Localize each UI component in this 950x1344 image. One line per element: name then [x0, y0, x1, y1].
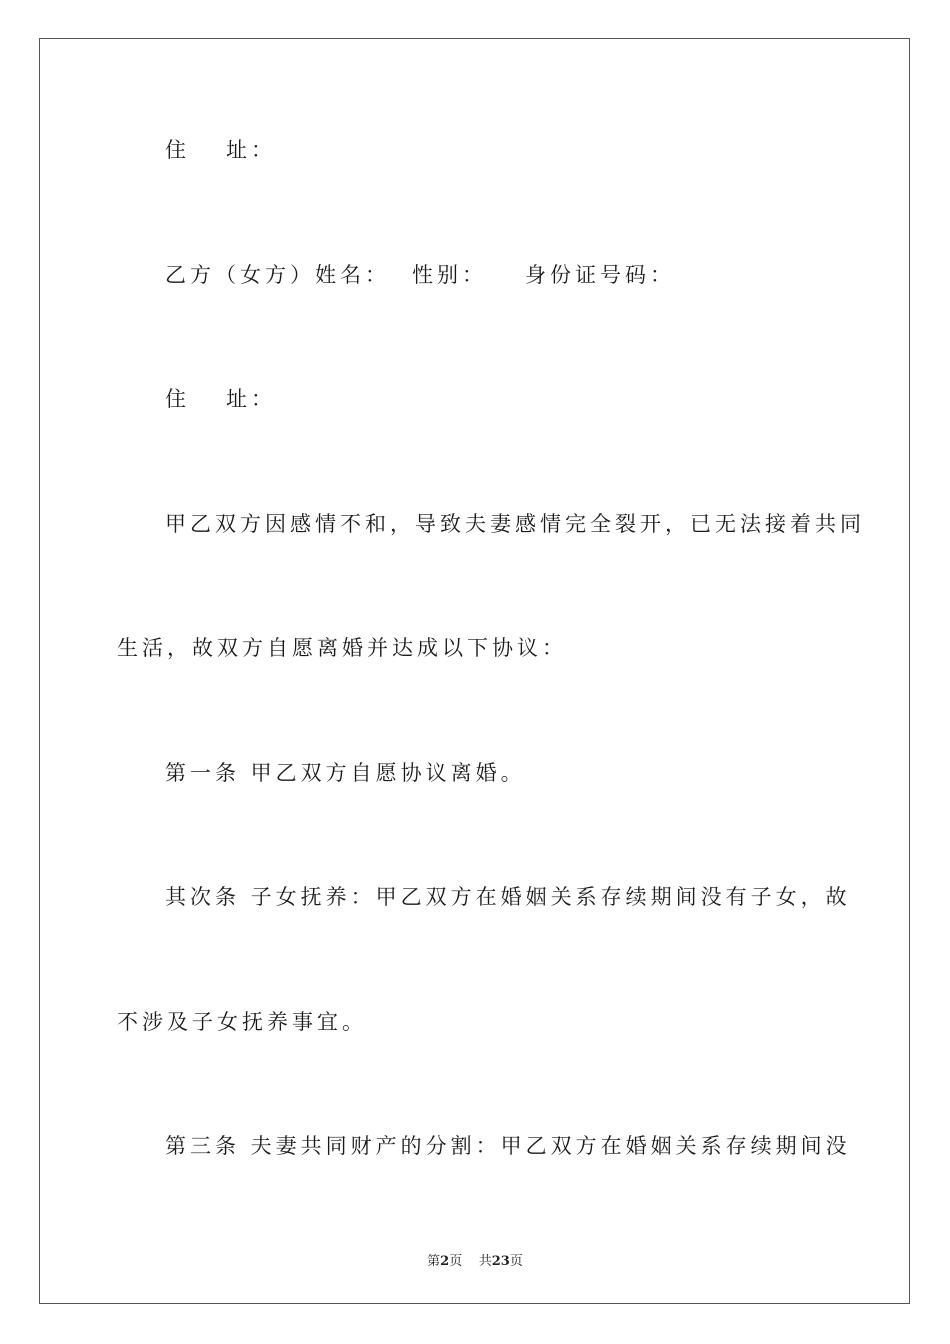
address-line-2 [165, 389, 276, 410]
total-prefix: 共 [478, 1254, 492, 1269]
address-label-char: 住 [165, 387, 190, 411]
party-b-name-label: 乙方（女方）姓名： [165, 263, 390, 287]
page-border [39, 38, 910, 1304]
article-1: 第一条 甲乙双方自愿协议离婚。 [165, 761, 526, 785]
address-label-char: 住 [165, 138, 190, 162]
article-2-line-2: 不涉及子女抚养事宜。 [117, 1010, 367, 1034]
party-b-line [165, 265, 675, 286]
address-line-1 [165, 140, 276, 161]
party-b-id-label: 身份证号码： [525, 263, 675, 287]
page-total: 23 [491, 1254, 510, 1269]
page-current: 2 [440, 1254, 450, 1269]
page-prefix: 第 [427, 1254, 441, 1269]
page-suffix: 页 [449, 1254, 463, 1269]
article-3-line-1: 第三条 夫妻共同财产的分割：甲乙双方在婚姻关系存续期间没 [165, 1134, 851, 1158]
page-footer [0, 1250, 950, 1269]
article-2-line-1: 其次条 子女抚养：甲乙双方在婚姻关系存续期间没有子女，故 [165, 885, 851, 909]
paragraph-1-line-2: 生活，故双方自愿离婚并达成以下协议： [117, 636, 567, 660]
paragraph-1-line-1: 甲乙双方因感情不和，导致夫妻感情完全裂开，已无法接着共同 [165, 512, 865, 536]
address-label-suffix: 址： [226, 138, 276, 162]
total-suffix: 页 [509, 1254, 523, 1269]
address-label-suffix: 址： [226, 387, 276, 411]
party-b-gender-label: 性别： [412, 263, 487, 287]
